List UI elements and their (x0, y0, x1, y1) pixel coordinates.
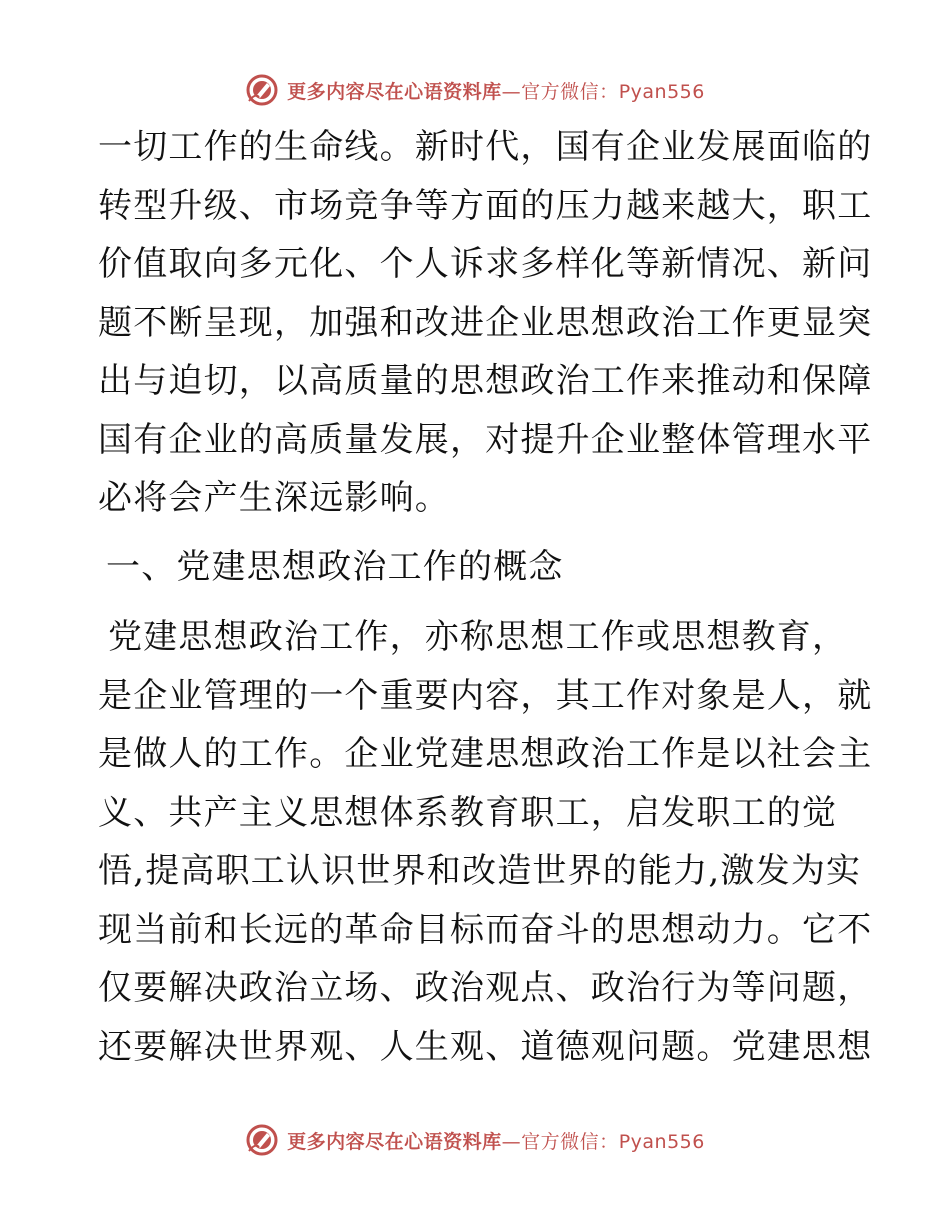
header-dash: — (501, 80, 522, 103)
footer-wechat-id: Pyan556 (618, 1130, 705, 1153)
text-line: 转型升级、市场竞争等方面的压力越来越大，职工 (98, 185, 873, 226)
text-line: 是企业管理的一个重要内容，其工作对象是人，就 (98, 675, 873, 716)
paragraph-2 (98, 608, 873, 1076)
text-line: 现当前和长远的革命目标而奋斗的思想动力。它不 (98, 909, 873, 950)
header-wechat-label: 官方微信： (521, 80, 619, 103)
text-line: 还要解决世界观、人生观、道德观问题。党建思想 (98, 1026, 873, 1067)
text-line: 价值取向多元化、个人诉求多样化等新情况、新问 (98, 244, 873, 284)
text-line: 一切工作的生命线。新时代，国有企业发展面临的 (98, 127, 873, 167)
text-line: 仅要解决政治立场、政治观点、政治行为等问题， (98, 968, 873, 1008)
text-line: 义、共产主义思想体系教育职工，启发职工的觉 (98, 792, 838, 833)
footer-dash: — (501, 1130, 522, 1153)
footer-site-name: 更多内容尽在心语资料库 (287, 1130, 502, 1153)
text-line: 党建思想政治工作，亦称思想工作或思想教育， (108, 617, 848, 657)
footer-wechat-label: 官方微信： (521, 1130, 619, 1153)
header-banner-text (287, 77, 705, 104)
text-line: 题不断呈现，加强和改进企业思想政治工作更显突 (98, 302, 873, 343)
header-wechat-id: Pyan556 (618, 80, 705, 103)
text-line: 必将会产生深远影响。 (98, 478, 450, 518)
pen-seal-logo-icon (245, 1123, 279, 1157)
text-line: 是做人的工作。企业党建思想政治工作是以社会主 (98, 734, 873, 774)
section-heading: 一、党建思想政治工作的概念 (106, 546, 564, 587)
text-line: 悟,提高职工认识世界和改造世界的能力,激发为实 (98, 851, 862, 891)
footer-banner (0, 1120, 950, 1160)
footer-banner-text (287, 1127, 705, 1154)
document-body (98, 118, 873, 1076)
paragraph-1 (98, 118, 873, 528)
text-line: 出与迫切，以高质量的思想政治工作来推动和保障 (98, 361, 873, 401)
pen-seal-logo-icon (245, 73, 279, 107)
header-site-name: 更多内容尽在心语资料库 (287, 80, 502, 103)
text-line: 国有企业的高质量发展，对提升企业整体管理水平 (98, 419, 873, 460)
header-banner (0, 70, 950, 110)
